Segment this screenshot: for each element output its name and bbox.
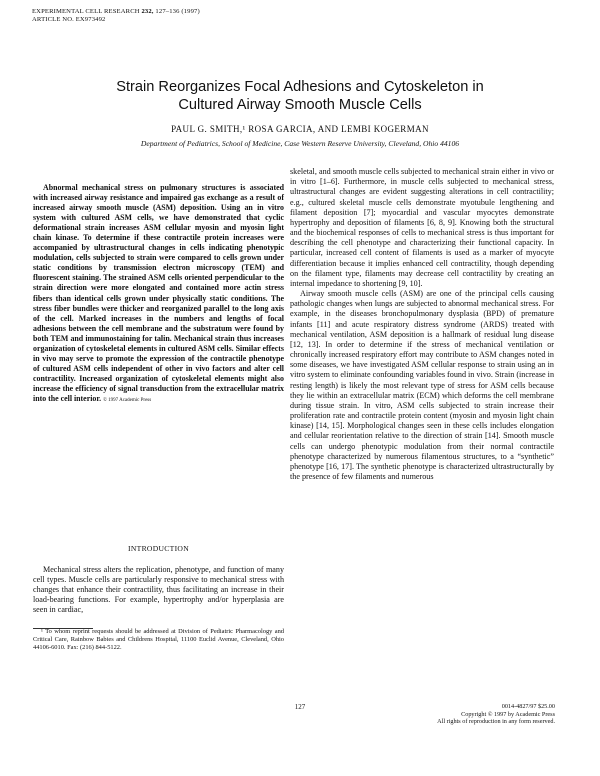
introduction-paragraph: Mechanical stress alters the replication, phenotype, and function of many cell types. Muscle cells are particularly responsive to mechanical stress with changes that enhance their contractility, thus facilitating an increase in their load-bearing functions. For example, hypertrophy and/or hyperplasia are seen in cardiac,	[33, 565, 284, 615]
copyright-line: Copyright © 1997 by Academic Press	[461, 710, 555, 718]
body-paragraph-1: skeletal, and smooth muscle cells subjected to mechanical strain either in vivo or in vitro [1–6]. Furthermore, in muscle cells subjected to mechanical stress, ultrastructural changes are evident suggesting alterations in cell contractility; e.g., cultured skeletal muscle cells demonstrate myotubule lengthening and filament deposition [7]; myocardial and vascular myocytes demonstrate hypertrophy and deposition of filaments [6, 8, 9]. Knowing both the structural and the biochemical responses of cells to mechanical stress is thus important for describing the cell phenotype and characterizing their functional capacity. In particular, increased cell content of filaments is used as a marker of myocyte differentiation because it implies enhanced cell contractility, though depending on the filament type, filaments may decrease cell contractility by creating an internal impedance to shortening [9, 10].	[290, 167, 554, 288]
page-number: 127	[294, 703, 306, 711]
right-column	[290, 167, 554, 482]
abstract	[33, 183, 284, 406]
journal-volume: 232,	[141, 8, 154, 15]
affiliation: Department of Pediatrics, School of Medicine, Case Western Reserve University, Cleveland, Ohio 44106	[140, 139, 460, 148]
rights-line: All rights of reproduction in any form reserved.	[437, 718, 555, 726]
copyright-block	[437, 703, 555, 726]
footnote: ¹ To whom reprint requests should be addressed at Division of Pediatric Pharmacology and Critical Care, Rainbow Babies and Childrens Hospital, 11100 Euclid Avenue, Cleveland, Ohio 44106-6010. Fax: (216) 844-5122.	[33, 628, 284, 652]
body-paragraph-2: Airway smooth muscle cells (ASM) are one of the principal cells causing pathologic changes when lungs are subjected to abnormal mechanical stress. For example, in the diseases bronchopulmonary dysplasia (BPD) of premature infants [11] and acute respiratory distress syndrome (ARDS) treated with mechanical ventilation, ASM deposition is a hallmark of residual lung disease [12, 13]. In order to determine if the stress of mechanical ventilation or chronically increased respiratory effort may contribute to ASM changes noted in some diseases, we have investigated ASM cellular response to strain using an in vitro system to eliminate confounding variables found in vivo. Strain (increase in resting length) is likely the most relevant type of stress for ASM cells because they lie within an extracellular matrix (ECM) which deforms the cell membrane during tissue strain. In vitro, ASM cells subjected to strain increase their proliferation rate and contractile protein content (myosin and myosin light chain kinase) [14, 15]. Morphological changes seen in these cells includes elongation and cellular reorientation relative to the direction of strain [14]. Smooth muscle cells can undergo phenotypic modulation from their normal contractile phenotype characterized by numerous filamentous structures, to a “synthetic” phenotype [16, 17]. The synthetic phenotype is characterized ultrastructurally by the presence of few filaments and numerous	[290, 289, 555, 482]
running-header	[32, 8, 200, 24]
journal-citation	[32, 8, 200, 16]
journal-name: EXPERIMENTAL CELL RESEARCH	[32, 8, 140, 15]
title-line-1: Strain Reorganizes Focal Adhesions and Cytoskeleton in	[116, 79, 484, 95]
abstract-text: Abnormal mechanical stress on pulmonary structures is associated with increased airway resistance and impaired gas exchange as a result of increased airway smooth muscle (ASM) deposition. Using an in vitro system with cultured ASM cells, we have demonstrated that cyclic deformational strain increases ASM cellular myosin and myosin light chain kinase. To determine if these contractile protein increases were accompanied by ultrastructural changes in cells indicating phenotypic modulation, cells subjected to strain were compared to cells grown under static conditions by transmission electron microscopy (TEM) and fluorescent staining. The strained ASM cells oriented perpendicular to the strain direction were more elongated and contained more actin stress fibers than identical cells grown under physically static conditions. The stress fiber bundles were thicker and reorganized parallel to the long axis of the cell. Marked increases in the numbers and lengths of focal adhesions between the cell membrane and the substratum were found by both TEM and immunostaining for talin. Mechanical strain thus increases organization of cytoskeletal elements in cultured ASM cells. Similar effects in vivo may serve to promote the expression of the contractile phenotype of cultured ASM cells independent of other in vivo factors and alter cell contractility. Increased organization of cytoskeletal elements might also increase the efficiency of signal transduction from the extracellular matrix into the cell interior.	[33, 183, 284, 403]
title-line-2: Cultured Airway Smooth Muscle Cells	[178, 97, 422, 113]
journal-pages: 127–136 (1997)	[155, 8, 200, 15]
article-title	[0, 78, 600, 114]
author-list: PAUL G. SMITH,¹ ROSA GARCIA, AND LEMBI KOGERMAN	[171, 124, 429, 134]
article-number: ARTICLE NO. EX973492	[32, 16, 106, 23]
section-heading-introduction: INTRODUCTION	[128, 544, 189, 553]
issn-price: 0014-4827/97 $25.00	[501, 703, 555, 710]
abstract-copyright: © 1997 Academic Press	[103, 397, 152, 403]
